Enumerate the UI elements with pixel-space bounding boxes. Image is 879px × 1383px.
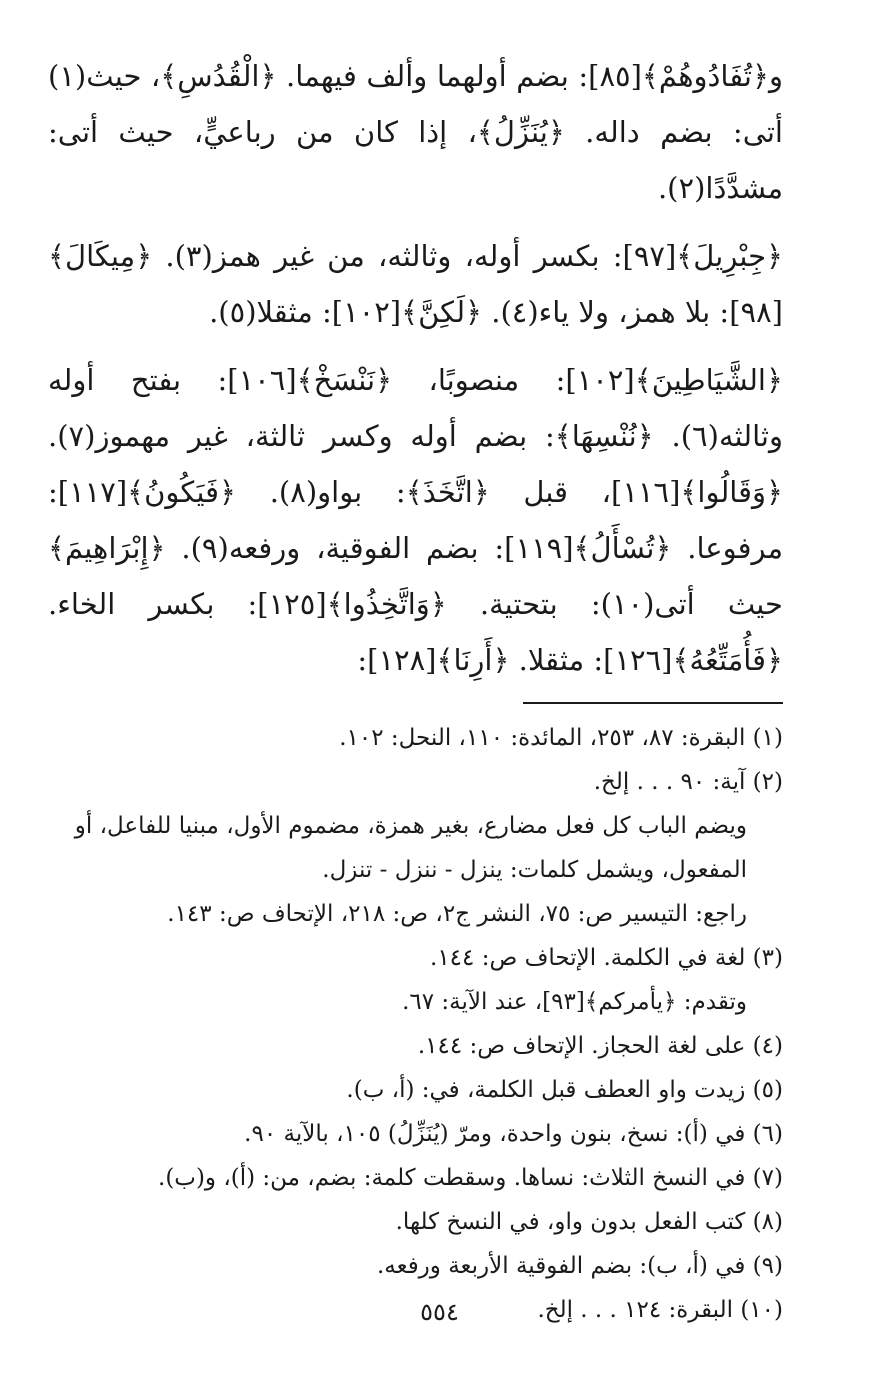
footnote: (١٠) البقرة: ١٢٤ . . . إلخ. <box>537 1297 783 1323</box>
footnote: (٥) زيدت واو العطف قبل الكلمة، في: (أ، ب). <box>346 1077 783 1103</box>
footnote-continuation: ويضم الباب كل فعل مضارع، بغير همزة، مضموم الأول، مبنيا للفاعل، أو المفعول، ويشمل كلمات: ينزل - ننزل - تنزل. <box>74 813 747 883</box>
footnotes <box>48 716 783 1332</box>
footnote-continuation: راجع: التيسير ص: ٧٥، النشر ج٢، ص: ٢١٨، الإتحاف ص: ١٤٣. <box>167 901 747 927</box>
footnote: (٦) في (أ): نسخ، بنون واحدة، ومرّ (يُنَزِّلُ) ١٠٥، بالآية ٩٠. <box>244 1121 783 1147</box>
footnote: (٢) آية: ٩٠ . . . إلخ. <box>593 769 783 795</box>
footnote-continuation: وتقدم: ﴿يأمركم﴾[٩٣]، عند الآية: ٦٧. <box>402 989 747 1015</box>
footnote: (٩) في (أ، ب): بضم الفوقية الأربعة ورفعه. <box>376 1253 783 1279</box>
document-page <box>48 48 783 1332</box>
paragraph: و﴿تُفَادُوهُمْ﴾[٨٥]: بضم أولهما وألف فيهما. ﴿الْقُدُسِ﴾، حيث(١) أتى: بضم داله. ﴿يُنَزِّلُ﴾، إذا كان من رباعيٍّ، حيث أتى: مشدَّدًا(٢). <box>48 59 783 205</box>
paragraph: ﴿جِبْرِيلَ﴾[٩٧]: بكسر أوله، وثالثه، من غير همز(٣). ﴿مِيكَالَ﴾[٩٨]: بلا همز، ولا ياء(٤). ﴿لَكِنَّ﴾[١٠٢]: مثقلا(٥). <box>48 239 783 329</box>
paragraph: ﴿الشَّيَاطِينَ﴾[١٠٢]: منصوبًا، ﴿نَنْسَخْ﴾[١٠٦]: بفتح أوله وثالثه(٦). ﴿نُنْسِهَا﴾: بضم أوله وكسر ثالثة، غير مهموز(٧). ﴿وَقَالُوا﴾[١١٦]، قبل ﴿اتَّخَذَ﴾: بواو(٨). ﴿فَيَكُونُ﴾[١١٧]: مرفوعا. ﴿تُسْأَلُ﴾[١١٩]: بضم الفوقية، ورفعه(٩). ﴿إِبْرَاهِيمَ﴾ حيث أتى(١٠): بتحتية. ﴿وَاتَّخِذُوا﴾[١٢٥]: بكسر الخاء. ﴿فَأُمَتِّعُهُ﴾[١٢٦]: مثقلا. ﴿أَرِنَا﴾[١٢٨]: <box>48 363 783 677</box>
page-number: ٥٥٤ <box>420 1298 459 1326</box>
footnote: (٨) كتب الفعل بدون واو، في النسخ كلها. <box>395 1209 783 1235</box>
footnote-separator <box>523 702 783 704</box>
footnote: (٤) على لغة الحجاز. الإتحاف ص: ١٤٤. <box>417 1033 783 1059</box>
footnote: (٣) لغة في الكلمة. الإتحاف ص: ١٤٤. <box>430 945 783 971</box>
footnote: (١) البقرة: ٨٧، ٢٥٣، المائدة: ١١٠، النحل: ١٠٢. <box>339 725 783 751</box>
main-text <box>48 48 783 688</box>
footnote: (٧) في النسخ الثلاث: نساها. وسقطت كلمة: بضم، من: (أ)، و(ب). <box>158 1165 783 1191</box>
